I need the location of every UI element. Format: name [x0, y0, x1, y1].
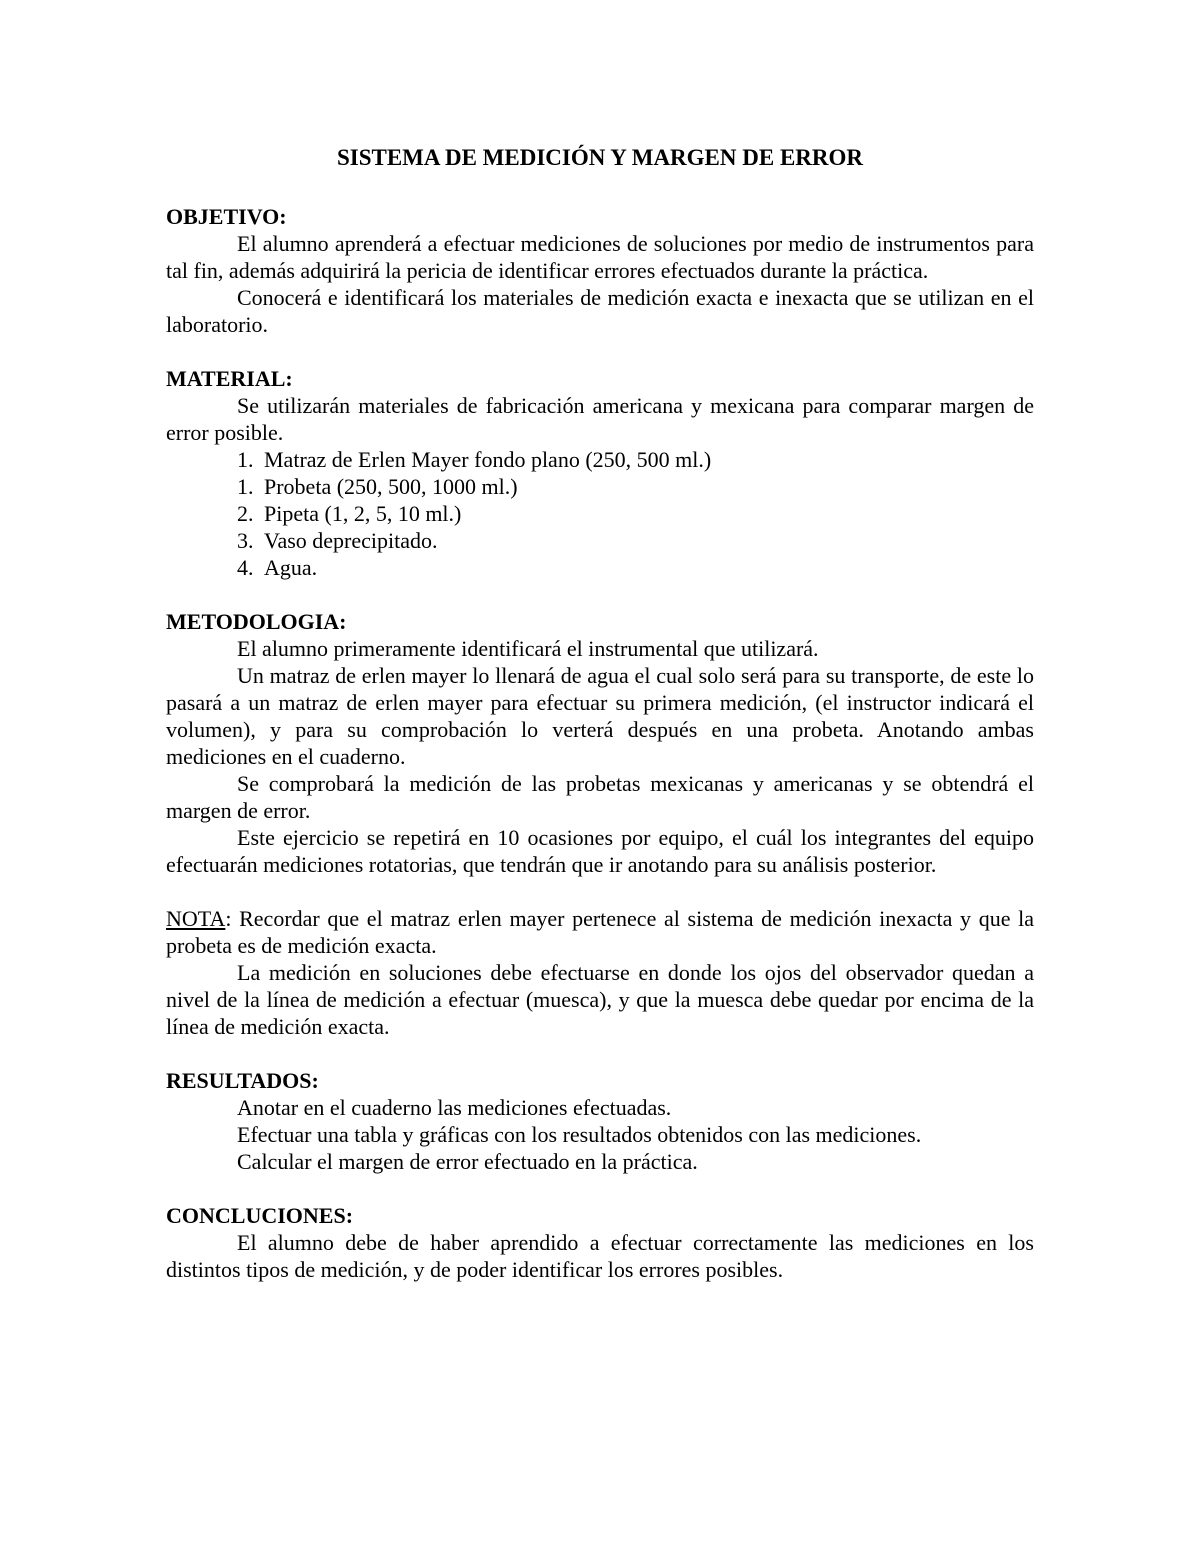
section-objetivo — [166, 203, 1034, 338]
list-item — [237, 500, 1034, 527]
objetivo-paragraph-2: Conocerá e identificará los materiales de medición exacta e inexacta que se utilizan en el laboratorio. — [166, 285, 1034, 337]
resultados-line-3: Calcular el margen de error efectuado en la práctica. — [237, 1149, 698, 1174]
metodologia-paragraph-1: El alumno primeramente identificará el instrumental que utilizará. — [237, 636, 819, 661]
material-intro: Se utilizarán materiales de fabricación americana y mexicana para comparar margen de error posible. — [166, 393, 1034, 445]
list-item — [237, 527, 1034, 554]
material-list — [166, 446, 1034, 581]
resultados-line-2: Efectuar una tabla y gráficas con los resultados obtenidos con las mediciones. — [237, 1122, 922, 1147]
list-item-text: Agua. — [264, 555, 318, 580]
heading-metodologia: METODOLOGIA: — [166, 609, 347, 634]
nota-text: : Recordar que el matraz erlen mayer pertenece al sistema de medición inexacta y que la probeta es de medición exacta. — [166, 906, 1034, 958]
section-metodologia — [166, 608, 1034, 878]
heading-objetivo: OBJETIVO: — [166, 204, 287, 229]
metodologia-paragraph-2: Un matraz de erlen mayer lo llenará de agua el cual solo será para su transporte, de este lo pasará a un matraz de erlen mayer para efectuar su primera medición, (el instructor indicará el volumen), y para su comprobación lo verterá después en una probeta. Anotando ambas mediciones en el cuaderno. — [166, 663, 1034, 769]
objetivo-paragraph-1: El alumno aprenderá a efectuar mediciones de soluciones por medio de instrumentos para tal fin, además adquirirá la pericia de identificar errores efectuados durante la práctica. — [166, 231, 1034, 283]
nota-paragraph-2: La medición en soluciones debe efectuarse en donde los ojos del observador quedan a nivel de la línea de medición a efectuar (muesca), y que la muesca debe quedar por encima de la línea de medición exacta. — [166, 960, 1034, 1039]
heading-conclusiones: CONCLUCIONES: — [166, 1203, 354, 1228]
document-page — [166, 140, 1034, 1310]
list-item-text: Vaso deprecipitado. — [264, 528, 438, 553]
list-item-text: Pipeta (1, 2, 5, 10 ml.) — [264, 501, 462, 526]
section-nota — [166, 905, 1034, 1040]
list-item — [237, 446, 1034, 473]
resultados-line-1: Anotar en el cuaderno las mediciones efectuadas. — [237, 1095, 672, 1120]
nota-label: NOTA — [166, 906, 226, 931]
nota-paragraph — [166, 905, 1034, 959]
metodologia-paragraph-3: Se comprobará la medición de las probetas mexicanas y americanas y se obtendrá el margen de error. — [166, 771, 1034, 823]
conclusiones-paragraph: El alumno debe de haber aprendido a efectuar correctamente las mediciones en los distintos tipos de medición, y de poder identificar los errores posibles. — [166, 1230, 1034, 1282]
document-title: SISTEMA DE MEDICIÓN Y MARGEN DE ERROR — [336, 145, 864, 170]
list-item-text: Matraz de Erlen Mayer fondo plano (250, 500 ml.) — [264, 447, 712, 472]
list-item-number: 1. — [237, 474, 254, 499]
section-material — [166, 365, 1034, 581]
list-item-number: 4. — [237, 555, 254, 580]
heading-material: MATERIAL: — [166, 366, 293, 391]
section-conclusiones — [166, 1202, 1034, 1283]
heading-resultados: RESULTADOS: — [166, 1068, 319, 1093]
section-resultados — [166, 1067, 1034, 1175]
list-item — [237, 554, 1034, 581]
list-item — [237, 473, 1034, 500]
list-item-text: Probeta (250, 500, 1000 ml.) — [264, 474, 518, 499]
list-item-number: 3. — [237, 528, 254, 553]
metodologia-paragraph-4: Este ejercicio se repetirá en 10 ocasiones por equipo, el cuál los integrantes del equipo efectuarán mediciones rotatorias, que tendrán que ir anotando para su análisis posterior. — [166, 825, 1034, 877]
list-item-number: 1. — [237, 447, 254, 472]
list-item-number: 2. — [237, 501, 254, 526]
